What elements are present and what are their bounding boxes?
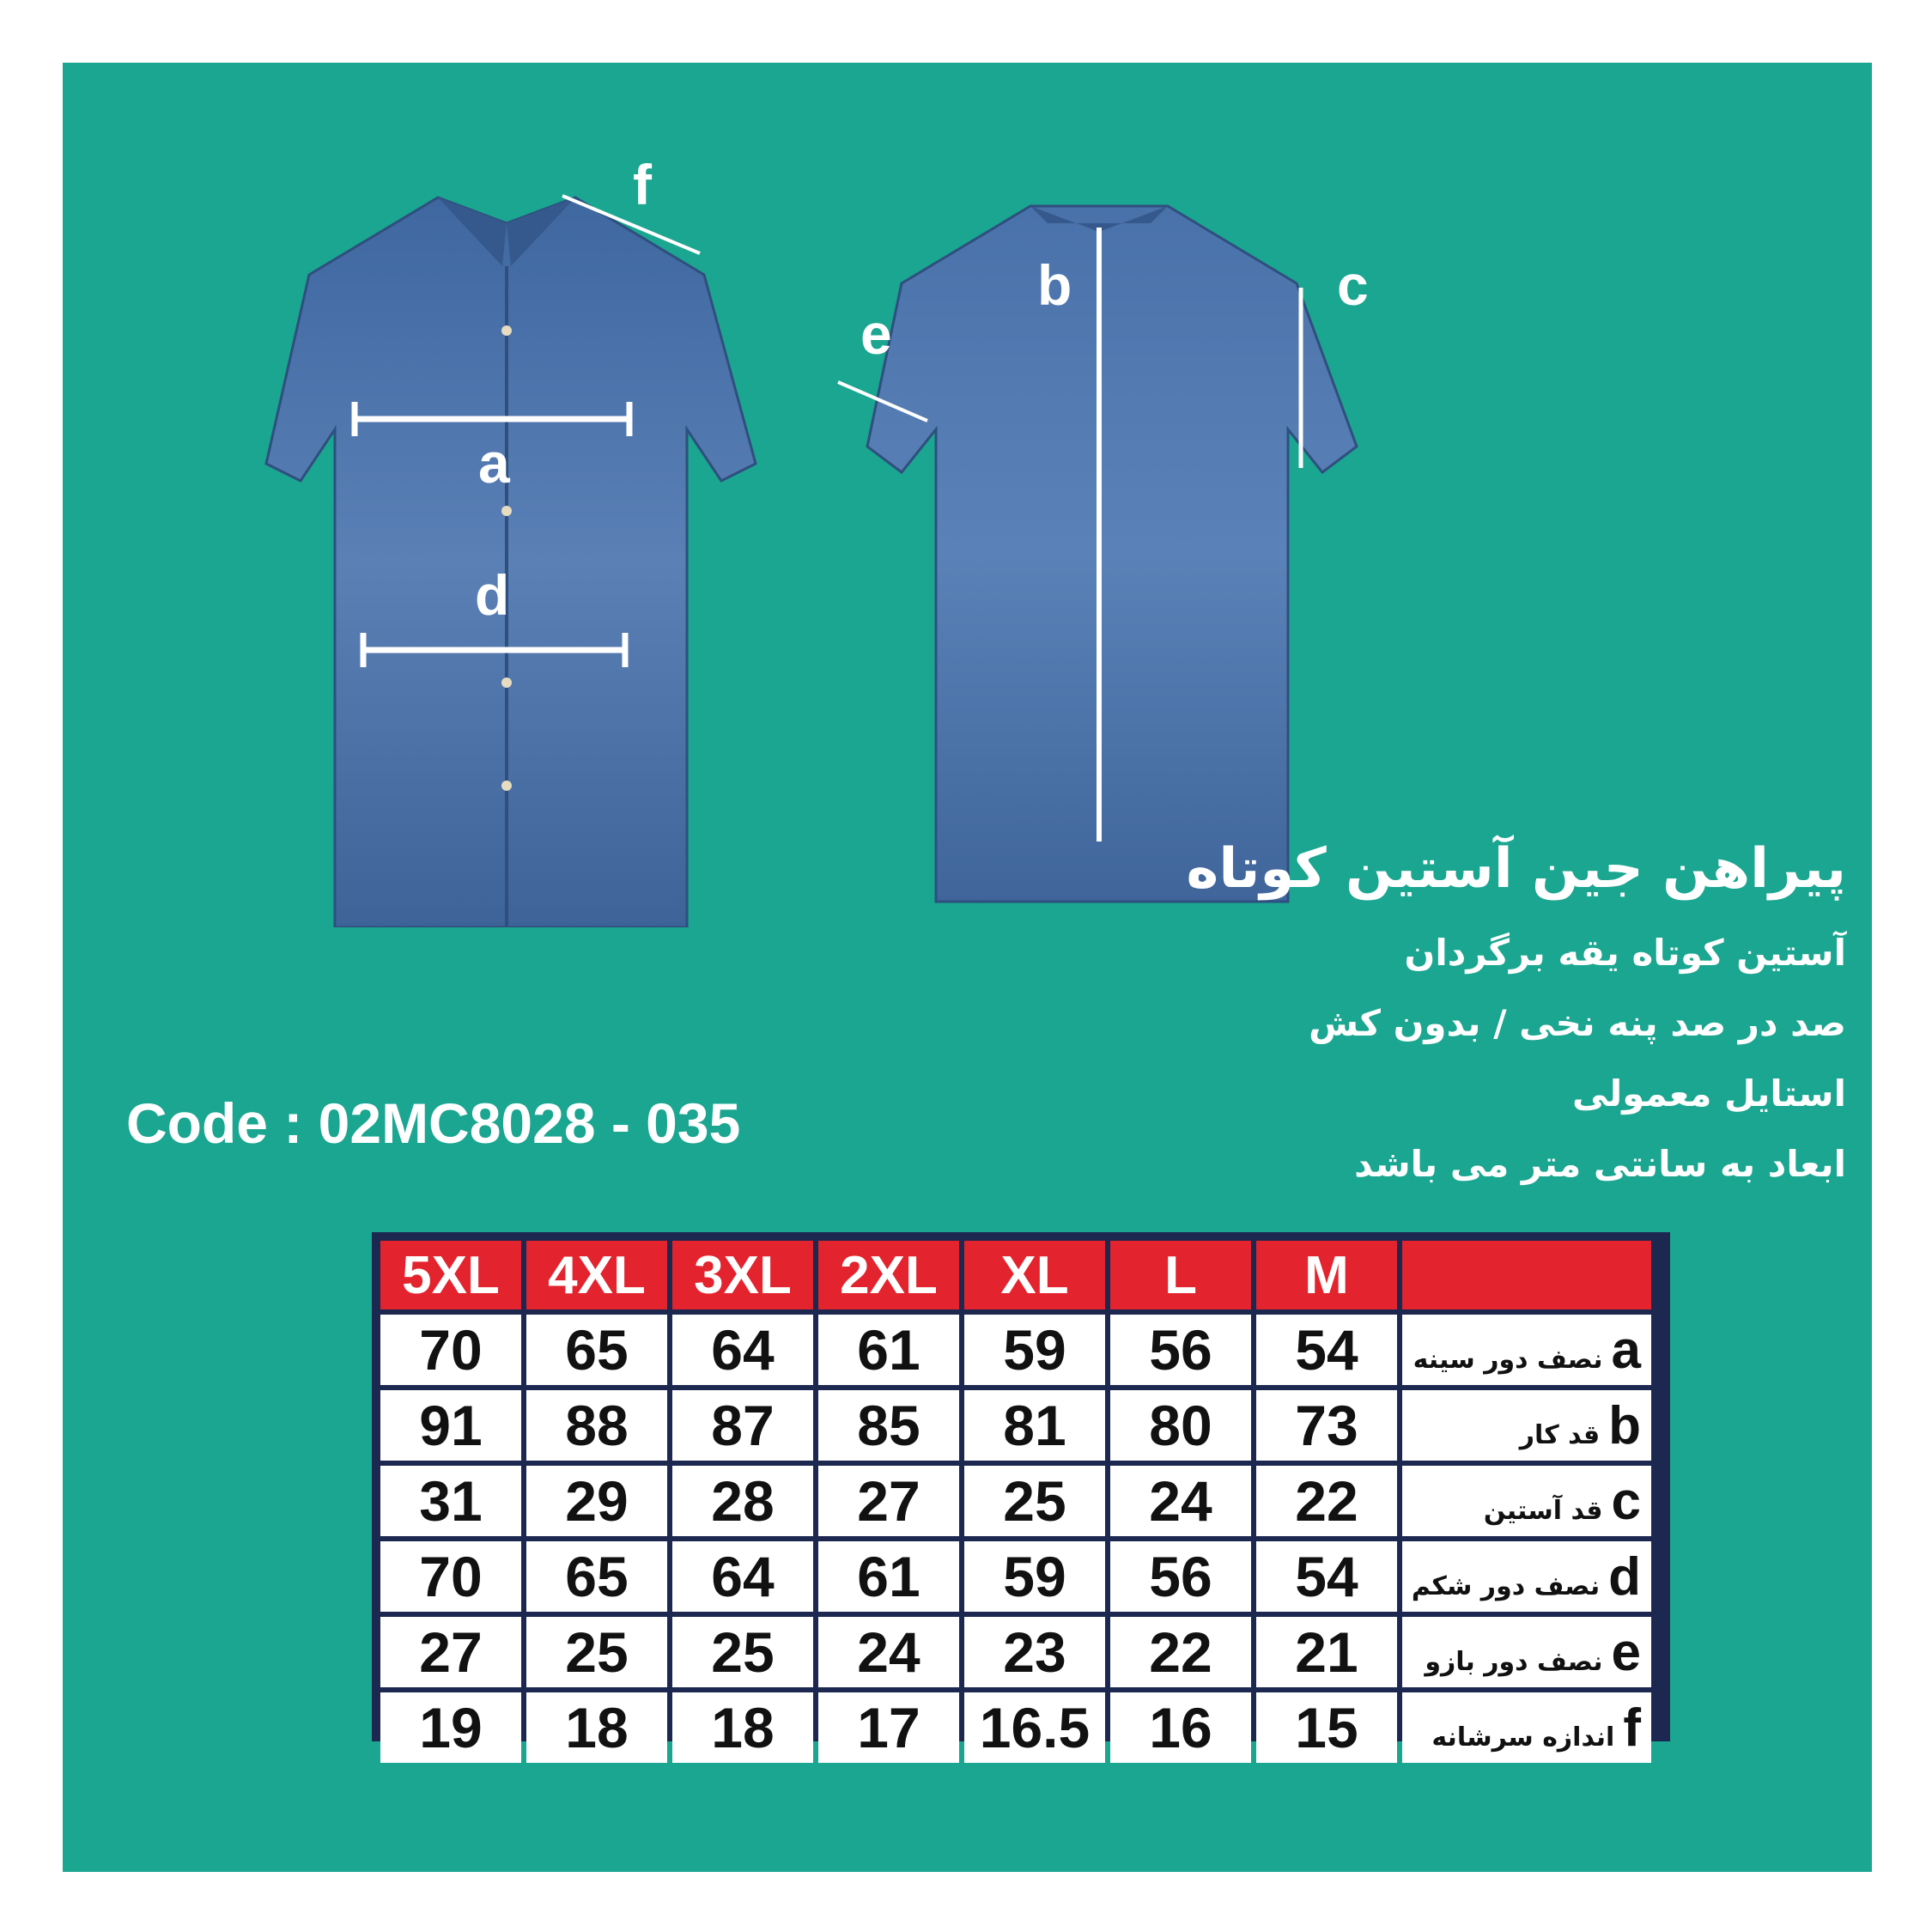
value-cell: 59 [964, 1315, 1105, 1385]
size-header-5xl: 5XL [380, 1241, 521, 1309]
value-cell: 81 [964, 1390, 1105, 1461]
value-cell: 80 [1110, 1390, 1251, 1461]
value-cell: 19 [380, 1692, 521, 1763]
size-header-4xl: 4XL [526, 1241, 667, 1309]
value-cell: 56 [1110, 1541, 1251, 1612]
size-header-m: M [1256, 1241, 1397, 1309]
value-cell: 54 [1256, 1315, 1397, 1385]
value-cell: 16.5 [964, 1692, 1105, 1763]
value-cell: 18 [526, 1692, 667, 1763]
dim-label-f: f [633, 153, 652, 216]
size-header-row [380, 1241, 1651, 1309]
value-cell: 27 [818, 1466, 959, 1536]
value-cell: 54 [1256, 1541, 1397, 1612]
feature-units: ابعاد به سانتی متر می باشد [1354, 1143, 1846, 1185]
measure-letter: a [1611, 1320, 1641, 1380]
value-cell: 59 [964, 1541, 1105, 1612]
table-row [380, 1541, 1651, 1612]
size-header-measure [1402, 1241, 1651, 1309]
measure-label-cell [1402, 1315, 1651, 1385]
value-cell: 70 [380, 1541, 521, 1612]
value-cell: 73 [1256, 1390, 1397, 1461]
measure-label-cell [1402, 1466, 1651, 1536]
value-cell: 91 [380, 1390, 521, 1461]
table-row [380, 1692, 1651, 1763]
dim-label-a: a [478, 431, 510, 495]
measure-letter: e [1611, 1622, 1641, 1682]
feature-collar: آستین کوتاه یقه برگردان [1404, 932, 1846, 974]
value-cell: 70 [380, 1315, 521, 1385]
measure-label-cell [1402, 1617, 1651, 1687]
value-cell: 65 [526, 1315, 667, 1385]
measure-label-cell [1402, 1541, 1651, 1612]
value-cell: 88 [526, 1390, 667, 1461]
value-cell: 31 [380, 1466, 521, 1536]
measure-name: نصف دور بازو [1425, 1646, 1603, 1677]
measure-name: نصف دور سینه [1413, 1344, 1603, 1375]
measure-label-cell [1402, 1390, 1651, 1461]
value-cell: 24 [1110, 1466, 1251, 1536]
value-cell: 28 [672, 1466, 813, 1536]
feature-style: استایل معمولی [1572, 1072, 1846, 1115]
value-cell: 87 [672, 1390, 813, 1461]
value-cell: 56 [1110, 1315, 1251, 1385]
value-cell: 16 [1110, 1692, 1251, 1763]
measure-name: قد کار [1519, 1419, 1601, 1450]
value-cell: 17 [818, 1692, 959, 1763]
value-cell: 23 [964, 1617, 1105, 1687]
product-code: Code : 02MC8028 - 035 [126, 1091, 741, 1155]
value-cell: 25 [672, 1617, 813, 1687]
value-cell: 61 [818, 1541, 959, 1612]
measure-name: قد آستین [1483, 1495, 1603, 1526]
product-title: پیراهن جین آستین کوتاه [1186, 837, 1846, 901]
value-cell: 22 [1256, 1466, 1397, 1536]
table-row [380, 1466, 1651, 1536]
size-header-3xl: 3XL [672, 1241, 813, 1309]
feature-material: صد در صد پنه نخی / بدون کش [1309, 1002, 1846, 1044]
table-row [380, 1390, 1651, 1461]
value-cell: 29 [526, 1466, 667, 1536]
measure-letter: b [1608, 1395, 1641, 1455]
value-cell: 65 [526, 1541, 667, 1612]
dim-label-d: d [475, 563, 510, 627]
size-table [372, 1232, 1670, 1759]
table-row [380, 1315, 1651, 1385]
value-cell: 21 [1256, 1617, 1397, 1687]
dim-label-c: c [1337, 253, 1369, 317]
measure-name: اندازه سرشانه [1431, 1722, 1615, 1753]
value-cell: 22 [1110, 1617, 1251, 1687]
dim-label-b: b [1037, 253, 1072, 317]
value-cell: 18 [672, 1692, 813, 1763]
size-header-l: L [1110, 1241, 1251, 1309]
dim-label-e: e [860, 302, 892, 366]
table-row [380, 1617, 1651, 1687]
measurement-overlay [0, 0, 1932, 945]
measure-name: نصف دور شکم [1411, 1571, 1601, 1601]
measure-letter: c [1611, 1471, 1641, 1531]
value-cell: 61 [818, 1315, 959, 1385]
value-cell: 64 [672, 1315, 813, 1385]
value-cell: 85 [818, 1390, 959, 1461]
measure-letter: d [1608, 1546, 1641, 1607]
value-cell: 25 [526, 1617, 667, 1687]
measure-label-cell [1402, 1692, 1651, 1763]
value-cell: 24 [818, 1617, 959, 1687]
value-cell: 25 [964, 1466, 1105, 1536]
size-header-xl: XL [964, 1241, 1105, 1309]
size-header-2xl: 2XL [818, 1241, 959, 1309]
value-cell: 27 [380, 1617, 521, 1687]
value-cell: 64 [672, 1541, 813, 1612]
measure-letter: f [1623, 1698, 1641, 1758]
value-cell: 15 [1256, 1692, 1397, 1763]
